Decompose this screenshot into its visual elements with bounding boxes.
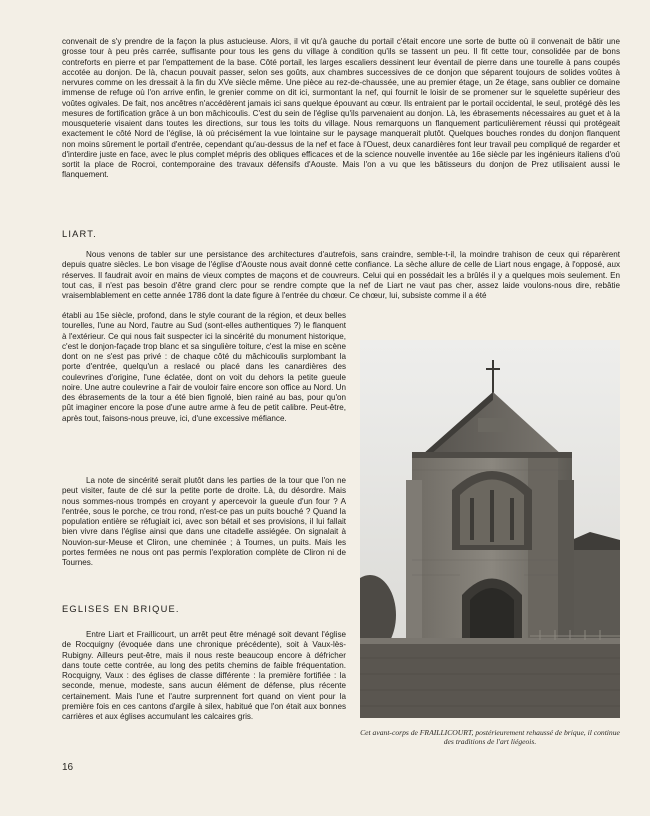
liart-paragraph-full: Nous venons de tabler sur une persistance des architectures d'autrefois, sans craindre, semble-t-il, la moindre trahison de ceux qui réparèrent depuis quatre siècles. Le bon visage de l'église d'Aouste nous avait donné cette confiance. La sèche allure de celle de Liart nous engage, à l'opposé, aux réserves. Il faudrait avoir en mains de vieux comptes de maçons et de couvreurs. Celui qui en possédait les a brûlés il y a quelques mois seulement. En tout cas, il n'est pas besoin d'être grand clerc pour se rendre compte que la nef de Liart ne vaut pas cher, assez laide voulons-nous dire, rebâtie vraisemblablement en cette année 1786 dont la date figure à l'entrée du chœur. Ce chœur, lui, subsiste comme il a été xyxy=(62,250,620,300)
section-heading-liart: LIART. xyxy=(62,229,97,239)
section-heading-eglises-en-brique: EGLISES EN BRIQUE. xyxy=(62,604,180,614)
figure-caption: Cet avant-corps de FRAILLICOURT, postérieurement rehaussé de brique, il continue des traditions de l'art liégeois. xyxy=(360,728,620,746)
liart-paragraph-column: établi au 15e siècle, profond, dans le style courant de la région, et deux belles tourelles, l'une au Nord, l'autre au Sud (sont-elles authentiques ?) le flanquent à l'extérieur. Ce qui nous fait suspecter ici la sincérité du monument historique, c'est le donjon-façade trop blanc et sa singulière toiture, c'est la mise en scène dont on ne s'est pas privé : de chaque côté du mâchicoulis surplombant la porte d'entrée, quelqu'un a reslacé ou placé dans les canardières des coulevrines d'origine, l'une éclatée, dont on voit du dehors la petite gueule noire. Une autre coulevrine a l'air de vouloir faire encore son office au Nord. Un des ébrasements de la tour a été bien fignolé, bien rainé au bas, pour qu'on pût imaginer encore la pose d'une autre arme à feu de petit calibre. Peut-être, après tout, faisons-nous preuve, ici, d'une excessive méfiance. xyxy=(62,311,346,423)
sincerite-paragraph: La note de sincérité serait plutôt dans les parties de la tour que l'on ne peut visiter, faute de clé sur la petite porte de droite. Là, du désordre. Mais nous sommes-nous trompés en croyant y apercevoir la gueule d'un four ? A l'entrée, sous le porche, ce trou rond, n'est-ce pas un puits bouché ? Quand la population entière se réfugiait ici, avec son bétail et ses provisions, il lui fallait bien vivre dans l'église ainsi que dans une citadelle assiégée. On signalait à Nouvion-sur-Meuse et Cliron, une cheminée ; à Tournes, un puits. Mais les portes fermées ne nous ont pas permis l'exploration complète de Cliron ni de Tournes. xyxy=(62,476,346,567)
page-number: 16 xyxy=(62,762,74,773)
church-photograph xyxy=(360,340,620,718)
brique-paragraph: Entre Liart et Fraillicourt, un arrêt peut être ménagé soit devant l'église de Rocquigny (évoquée dans une chronique précédente), soit à Vaux-lès-Rubigny. Ailleurs peut-être, mais il nous reste beaucoup encore à défricher dans toute cette contrée, au long des petits chemins de faible fréquentation. Rocquigny, Vaux : des églises de classe différente : la première fortifiée : la seconde, menue, modeste, sans aucun élément de défense, plus récente certainement. Mais l'une et l'autre surprennent fort quand on vient pour la première fois en ces cantons d'argile à silex, habitué que l'on était aux bonnes carrières et aux églises accumulant les calcaires gris. xyxy=(62,630,346,721)
intro-paragraph: convenait de s'y prendre de la façon la plus astucieuse. Alors, il vit qu'à gauche du portail c'était encore une sorte de butte où il convenait de bâtir une grosse tour à peu près carrée, suffisante pour tous les gens du village à condition qu'ils se tassent un peu. Il fit cette tour, consolidée par de bons contreforts en pierre et par l'empattement de la base. Côté portail, les larges escaliers dessinent leur éventail de pierre dans une tourelle à pans coupés accotée au donjon. De là, chacun pouvait passer, selon ses goûts, aux chambres successives de ce donjon que séparent toujours de solides voûtes à nervures comme on les dressait à la fin du XVe siècle même. Une pièce au rez-de-chaussée, une au premier étage, un 2e étage, sans oublier ce domaine immense de refuge où l'on arrive enfin, le grenier comme on dit ici, surmontant la nef, qui fournit le loisir de se promener sur le squelette supérieur des voûtes ogivales. De fait, nos ancêtres n'accédèrent jamais ici sans quelque épouvant au cœur. Ils entraient par le portail occidental, le seul, protégé dès les mesures de fortification grâce à un bon mâchicoulis. C'est du sein de l'église qu'ils parvenaient au donjon. Là, les ébrasements nécessaires au guet et à la mousqueterie visaient dans toutes les directions, sur tous les toits du village. Nous remarquons un flanquement particulièrement réussi qui protégeait exactement le côté Nord de l'église, là où précisément la vue lointaine sur le paysage manquerait plutôt. Quelques bouches rondes du donjon flanquent non moins sûrement le portail d'entrée, cependant qu'au-dessus de la nef et face à l'Ouest, deux canardières font leur travail peu compliqué de regarder et d'interdire juste en face, avec le plus complet mépris des obliques efficaces et de la science nouvelle inventée au 16e siècle par les ingénieurs italiens d'où sortit la place de Rocroi, contemporaine des travaux défensifs d'Aouste. Mais l'on a vu que les bâtisseurs du donjon de Prez utilisaient aussi le flanquement. xyxy=(62,37,620,180)
